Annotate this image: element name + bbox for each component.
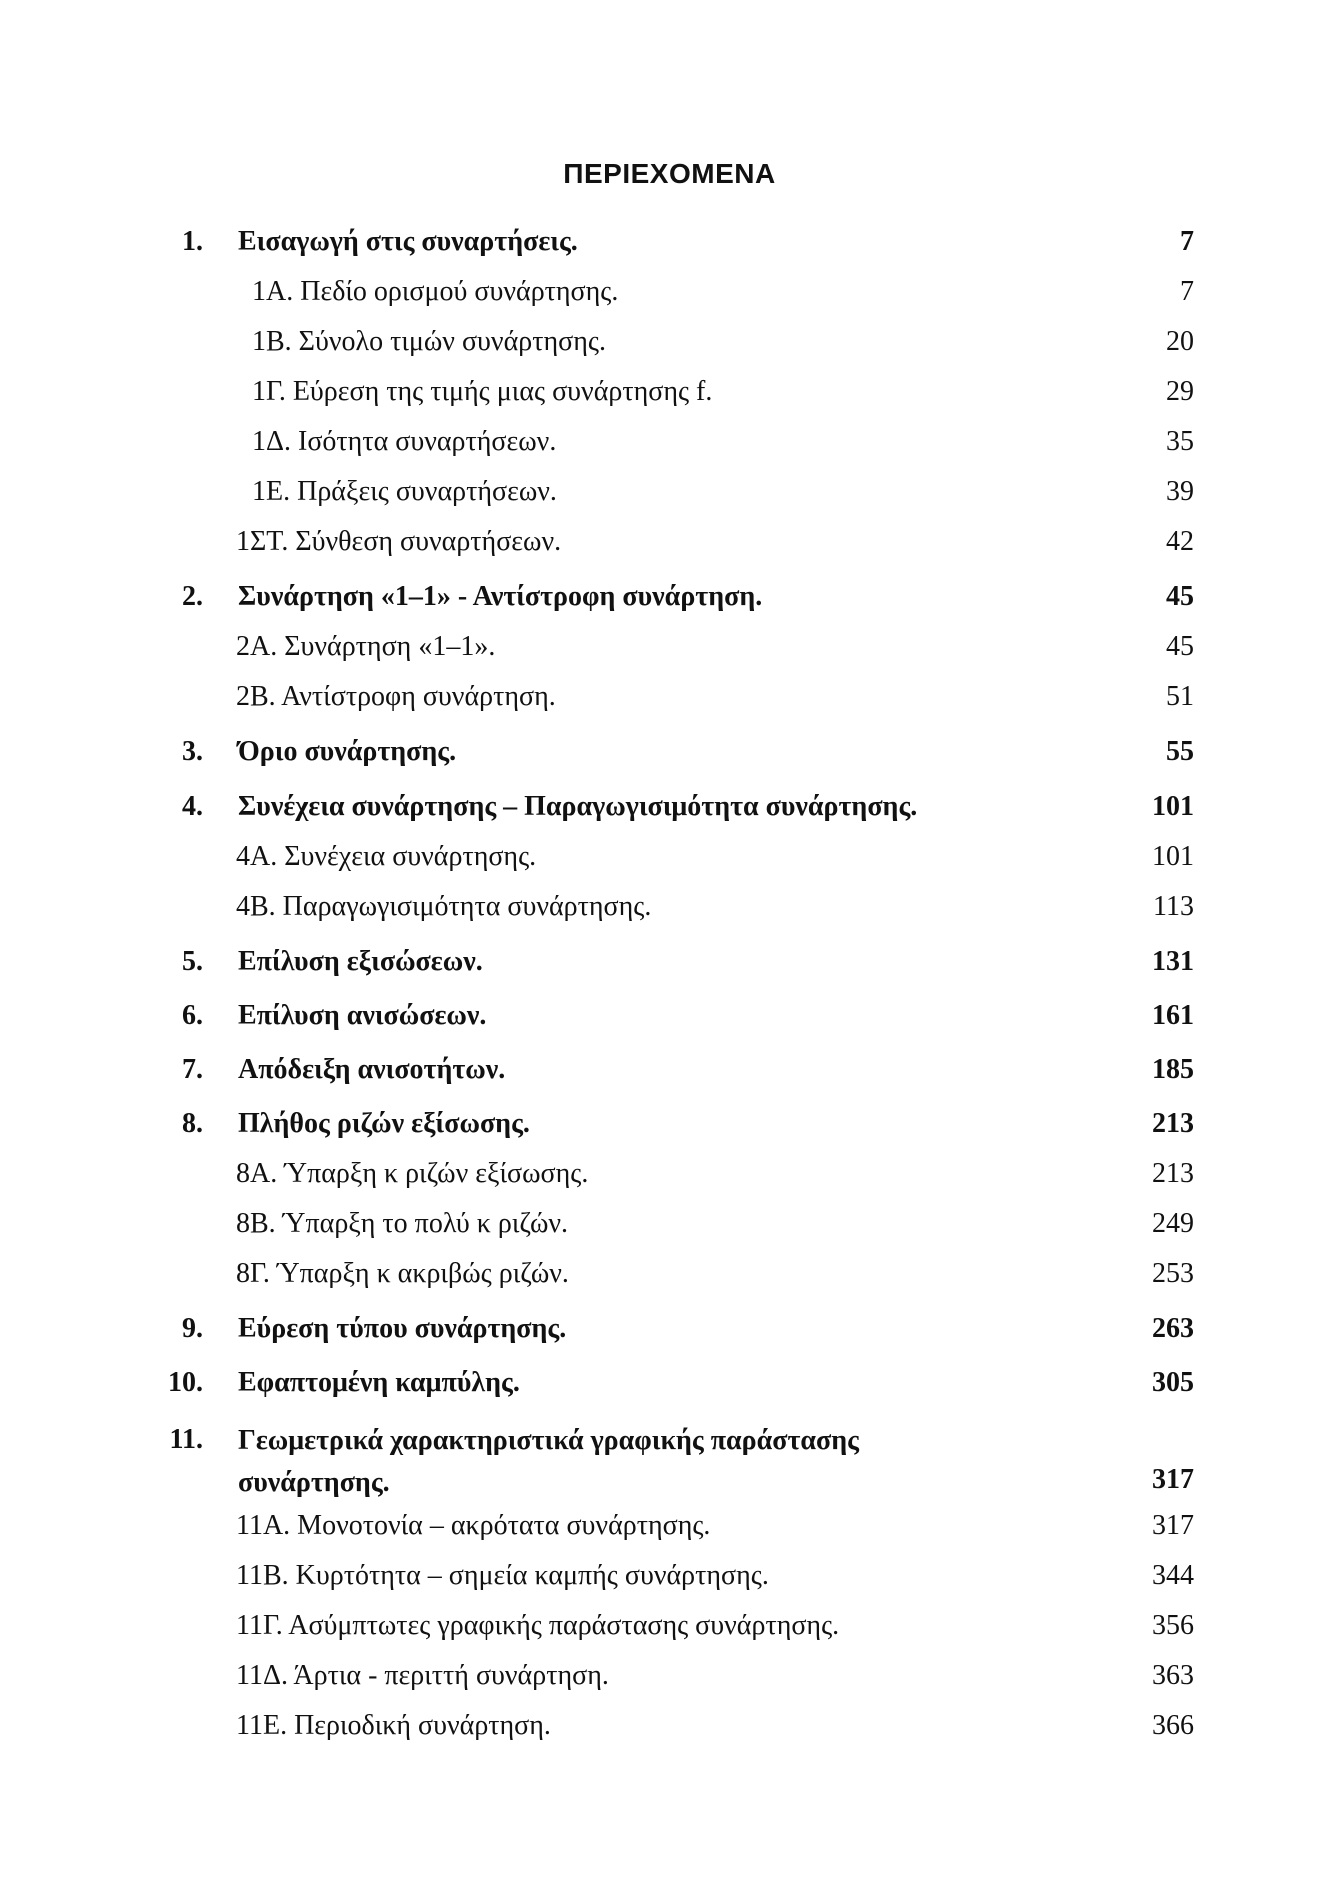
page-number: 305	[1152, 1367, 1194, 1398]
toc-chapter-row	[0, 942, 1339, 982]
chapter-title: Πλήθος ριζών εξίσωσης.	[238, 1108, 530, 1139]
toc-section-row	[0, 372, 1339, 412]
page-number: 363	[1152, 1660, 1194, 1691]
section-title: 8Β. Ύπαρξη το πολύ κ ριζών.	[236, 1208, 569, 1239]
section-title: 1Α. Πεδίο ορισμού συνάρτησης.	[252, 276, 619, 307]
page-number: 20	[1166, 326, 1194, 357]
toc-chapter-row	[0, 787, 1339, 827]
toc-section-row	[0, 1204, 1339, 1244]
chapter-title: Συνάρτηση «1–1» - Αντίστροφη συνάρτηση.	[238, 581, 763, 612]
section-title: 11Γ. Ασύμπτωτες γραφικής παράστασης συνάρτησης.	[236, 1610, 840, 1641]
page-number: 29	[1166, 376, 1194, 407]
chapter-number: 6.	[182, 1000, 203, 1031]
chapter-title: Απόδειξη ανισοτήτων.	[238, 1054, 506, 1085]
toc-chapter-row	[0, 1104, 1339, 1144]
chapter-title: Γεωμετρικά χαρακτηριστικά γραφικής παράστασης συνάρτησης.	[238, 1425, 859, 1498]
page-number: 161	[1152, 1000, 1194, 1031]
page-number: 113	[1153, 891, 1194, 922]
chapter-number: 9.	[182, 1313, 203, 1344]
chapter-number: 7.	[182, 1054, 203, 1085]
toc-chapter-row	[0, 1363, 1339, 1403]
section-title: 1ΣΤ. Σύνθεση συναρτήσεων.	[236, 526, 562, 557]
page-number: 35	[1166, 426, 1194, 457]
page-number: 101	[1152, 841, 1194, 872]
chapter-number: 10.	[168, 1367, 203, 1398]
toc-chapter-row	[0, 577, 1339, 617]
chapter-title: Εφαπτομένη καμπύλης.	[238, 1367, 520, 1398]
toc-section-row	[0, 322, 1339, 362]
page-number: 7	[1180, 226, 1194, 257]
section-title: 2Β. Αντίστροφη συνάρτηση.	[236, 681, 556, 712]
section-title: 11Δ. Άρτια - περιττή συνάρτηση.	[236, 1660, 609, 1691]
chapter-number: 5.	[182, 946, 203, 977]
page-number: 51	[1166, 681, 1194, 712]
page-number: 253	[1152, 1258, 1194, 1289]
section-title: 1Δ. Ισότητα συναρτήσεων.	[252, 426, 557, 457]
section-title: 1Β. Σύνολο τιμών συνάρτησης.	[252, 326, 606, 357]
chapter-title: Εύρεση τύπου συνάρτησης.	[238, 1313, 567, 1344]
chapter-title: Εισαγωγή στις συναρτήσεις.	[238, 226, 578, 257]
chapter-title: Επίλυση εξισώσεων.	[238, 946, 483, 977]
toc-section-row	[0, 272, 1339, 312]
section-title: 1Γ. Εύρεση της τιμής μιας συνάρτησης f.	[252, 376, 713, 407]
page-number: 55	[1166, 736, 1194, 767]
section-title: 11Α. Μονοτονία – ακρότατα συνάρτησης.	[236, 1510, 711, 1541]
chapter-title: Όριο συνάρτησης.	[238, 736, 457, 767]
toc-chapter-row	[0, 996, 1339, 1036]
page-number: 317	[1152, 1464, 1194, 1495]
page-number: 213	[1152, 1108, 1194, 1139]
chapter-number: 2.	[182, 581, 203, 612]
chapter-number: 3.	[182, 736, 203, 767]
toc-section-row	[0, 627, 1339, 667]
page-number: 101	[1152, 791, 1194, 822]
page-number: 7	[1180, 276, 1194, 307]
toc-section-row	[0, 1706, 1339, 1746]
section-title: 8Γ. Ύπαρξη κ ακριβώς ριζών.	[236, 1258, 569, 1289]
toc-section-row	[0, 1154, 1339, 1194]
page-number: 356	[1152, 1610, 1194, 1641]
chapter-number: 11.	[169, 1424, 203, 1455]
page-number: 185	[1152, 1054, 1194, 1085]
page-number: 344	[1152, 1560, 1194, 1591]
toc-chapter-row	[0, 1420, 1339, 1500]
section-title: 4Α. Συνέχεια συνάρτησης.	[236, 841, 537, 872]
chapter-title: Συνέχεια συνάρτησης – Παραγωγισιμότητα συνάρτησης.	[238, 791, 918, 822]
toc-section-row	[0, 837, 1339, 877]
toc-section-row	[0, 522, 1339, 562]
toc-section-row	[0, 472, 1339, 512]
chapter-title: Επίλυση ανισώσεων.	[238, 1000, 487, 1031]
chapter-number: 4.	[182, 791, 203, 822]
page-number: 42	[1166, 526, 1194, 557]
chapter-number: 8.	[182, 1108, 203, 1139]
toc-section-row	[0, 1506, 1339, 1546]
toc-chapter-row	[0, 732, 1339, 772]
toc-section-row	[0, 1656, 1339, 1696]
page-number: 263	[1152, 1313, 1194, 1344]
toc-chapter-row	[0, 222, 1339, 262]
chapter-number: 1.	[182, 226, 203, 257]
toc-section-row	[0, 1254, 1339, 1294]
page-number: 213	[1152, 1158, 1194, 1189]
section-title: 8Α. Ύπαρξη κ ριζών εξίσωσης.	[236, 1158, 589, 1189]
page-number: 45	[1166, 631, 1194, 662]
toc-section-row	[0, 422, 1339, 462]
page-number: 39	[1166, 476, 1194, 507]
toc-section-row	[0, 1606, 1339, 1646]
page-number: 366	[1152, 1710, 1194, 1741]
toc-section-row	[0, 677, 1339, 717]
section-title: 1Ε. Πράξεις συναρτήσεων.	[252, 476, 557, 507]
page-number: 131	[1152, 946, 1194, 977]
section-title: 2Α. Συνάρτηση «1–1».	[236, 631, 496, 662]
page-number: 45	[1166, 581, 1194, 612]
section-title: 4Β. Παραγωγισιμότητα συνάρτησης.	[236, 891, 652, 922]
toc-section-row	[0, 1556, 1339, 1596]
section-title: 11Β. Κυρτότητα – σημεία καμπής συνάρτησης.	[236, 1560, 769, 1591]
toc-chapter-row	[0, 1309, 1339, 1349]
section-title: 11Ε. Περιοδική συνάρτηση.	[236, 1710, 551, 1741]
page-number: 249	[1152, 1208, 1194, 1239]
page-title: ΠΕΡΙΕΧΟΜΕΝΑ	[563, 158, 776, 189]
page-number: 317	[1152, 1510, 1194, 1541]
toc-section-row	[0, 887, 1339, 927]
toc-chapter-row	[0, 1050, 1339, 1090]
